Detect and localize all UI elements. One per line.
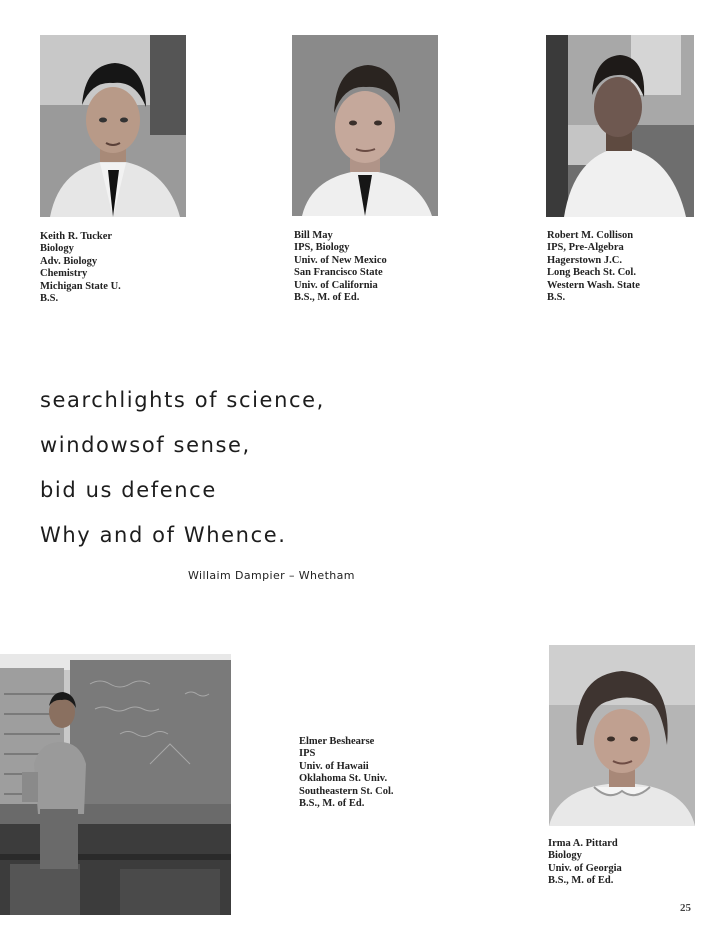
- faculty-detail: Michigan State U.: [40, 280, 121, 292]
- faculty-name: Keith R. Tucker: [40, 231, 113, 242]
- faculty-detail: Biology: [548, 850, 582, 862]
- faculty-detail: Adv. Biology: [40, 255, 98, 267]
- faculty-detail: Western Wash. State: [547, 279, 640, 291]
- caption-irma-pittard: [548, 838, 622, 888]
- faculty-name: Irma A. Pittard: [548, 838, 618, 849]
- faculty-detail: IPS, Pre-Algebra: [547, 242, 624, 254]
- poem: [40, 384, 325, 564]
- faculty-name: Robert M. Collison: [547, 230, 634, 241]
- portrait-keith-tucker: [40, 35, 186, 217]
- photo-elmer-beshearse-classroom: [0, 654, 231, 915]
- faculty-detail: Southeastern St. Col.: [299, 785, 394, 797]
- portrait-irma-pittard: [549, 645, 695, 826]
- faculty-detail: San Francisco State: [294, 267, 383, 279]
- faculty-degree: B.S.: [40, 293, 59, 305]
- faculty-detail: Chemistry: [40, 268, 88, 280]
- faculty-degree: B.S., M. of Ed.: [299, 798, 365, 810]
- caption-bill-may: [294, 230, 387, 304]
- faculty-detail: Univ. of New Mexico: [294, 254, 387, 266]
- faculty-detail: Univ. of California: [294, 279, 378, 291]
- poem-attribution: Willaim Dampier – Whetham: [188, 569, 355, 582]
- faculty-detail: Oklahoma St. Univ.: [299, 773, 388, 785]
- faculty-degree: B.S., M. of Ed.: [294, 292, 360, 304]
- faculty-detail: Univ. of Hawaii: [299, 760, 369, 772]
- poem-line: bid us defence: [40, 478, 217, 502]
- faculty-degree: B.S.: [547, 292, 566, 304]
- faculty-detail: Biology: [40, 243, 74, 255]
- poem-line: windowsof sense,: [40, 433, 251, 457]
- page-number: 25: [680, 902, 691, 914]
- faculty-degree: B.S., M. of Ed.: [548, 875, 614, 887]
- poem-line: searchlights of science,: [40, 388, 325, 412]
- poem-line: Why and of Whence.: [40, 523, 287, 547]
- portrait-bill-may: [292, 35, 438, 216]
- faculty-detail: Long Beach St. Col.: [547, 267, 636, 279]
- caption-robert-collison: [547, 230, 640, 304]
- caption-elmer-beshearse: [299, 736, 394, 810]
- faculty-name: Bill May: [294, 230, 333, 241]
- portrait-robert-collison: [546, 35, 694, 217]
- faculty-name: Elmer Beshearse: [299, 736, 375, 747]
- caption-keith-tucker: [40, 231, 121, 305]
- faculty-detail: IPS, Biology: [294, 242, 350, 254]
- faculty-detail: Univ. of Georgia: [548, 862, 622, 874]
- faculty-detail: Hagerstown J.C.: [547, 254, 622, 266]
- faculty-detail: IPS: [299, 748, 316, 760]
